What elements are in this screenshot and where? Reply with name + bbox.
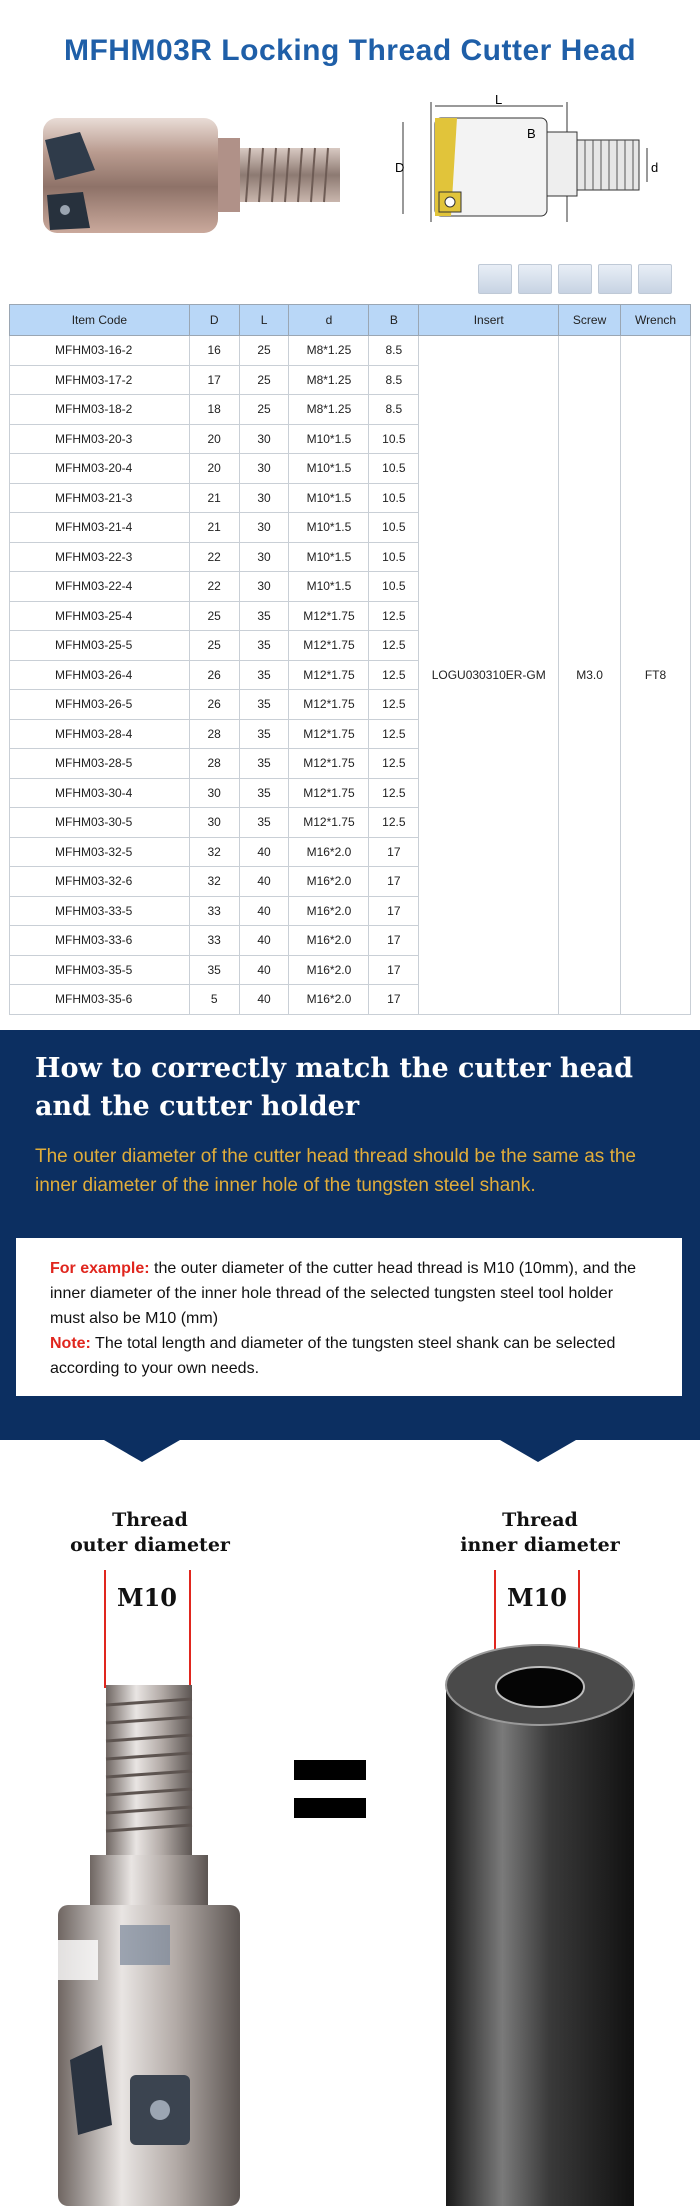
table-cell: 12.5 [369,808,419,838]
table-cell: MFHM03-33-5 [10,896,190,926]
table-cell: MFHM03-17-2 [10,365,190,395]
face-milling-icon [598,264,632,294]
table-cell: 33 [189,896,239,926]
table-cell: 35 [239,719,289,749]
table-cell: M12*1.75 [289,778,369,808]
arrow-right [500,1440,576,1462]
application-icons [478,264,672,294]
table-cell: 22 [189,542,239,572]
table-cell: MFHM03-28-4 [10,719,190,749]
table-cell: 30 [239,572,289,602]
table-cell: M10*1.5 [289,542,369,572]
right-label-2: inner diameter [460,1534,620,1556]
table-cell: 20 [189,454,239,484]
table-cell: 40 [239,955,289,985]
table-cell: 35 [239,631,289,661]
right-size: M10 [507,1583,567,1612]
table-cell: M10*1.5 [289,424,369,454]
header-screw: Screw [559,305,621,336]
table-cell: 12.5 [369,631,419,661]
table-cell: 33 [189,926,239,956]
left-caption [60,1508,240,1558]
table-cell: 17 [369,985,419,1015]
table-cell: 10.5 [369,572,419,602]
pocket-milling-icon [518,264,552,294]
table-header [10,305,691,336]
table-cell: MFHM03-26-5 [10,690,190,720]
table-cell: M12*1.75 [289,690,369,720]
wrench-cell: FT8 [621,336,691,1015]
table-cell: 25 [239,395,289,425]
table-cell: 17 [369,867,419,897]
cutter-head-photo [35,100,345,250]
arrow-left [104,1440,180,1462]
table-cell: 26 [189,690,239,720]
table-cell: 21 [189,483,239,513]
table-cell: 28 [189,719,239,749]
header-item-code: Item Code [10,305,190,336]
table-cell: M8*1.25 [289,395,369,425]
table-cell: 30 [239,424,289,454]
table-cell: M12*1.75 [289,601,369,631]
left-label-1: Thread [112,1509,188,1531]
table-cell: MFHM03-32-6 [10,867,190,897]
table-cell: M8*1.25 [289,365,369,395]
right-caption [450,1508,630,1558]
example-label: For example: [50,1260,150,1277]
table-cell: MFHM03-26-4 [10,660,190,690]
table-cell: 10.5 [369,513,419,543]
table-cell: 12.5 [369,719,419,749]
table-cell: 10.5 [369,542,419,572]
table-cell: M12*1.75 [289,631,369,661]
table-cell: MFHM03-22-4 [10,572,190,602]
dimension-drawing [395,92,685,232]
shoulder-milling-icon [638,264,672,294]
table-cell: 12.5 [369,690,419,720]
header-L: L [239,305,289,336]
table-cell: 12.5 [369,749,419,779]
table-cell: MFHM03-25-5 [10,631,190,661]
match-subheading: The outer diameter of the cutter head thread should be the same as the inner diameter of the inner hole of the tungsten steel shank. [35,1146,636,1196]
table-cell: 17 [369,837,419,867]
table-cell: 28 [189,749,239,779]
table-cell: M12*1.75 [289,660,369,690]
table-cell: MFHM03-16-2 [10,336,190,366]
table-cell: 5 [189,985,239,1015]
table-cell: 17 [189,365,239,395]
table-cell: MFHM03-35-6 [10,985,190,1015]
label-d: d [651,160,659,175]
table-cell: MFHM03-35-5 [10,955,190,985]
spec-table [9,304,691,1015]
table-cell: 8.5 [369,395,419,425]
table-cell: 40 [239,867,289,897]
header-insert: Insert [419,305,559,336]
table-cell: MFHM03-20-3 [10,424,190,454]
header-D: D [189,305,239,336]
table-cell: MFHM03-30-5 [10,808,190,838]
table-cell: MFHM03-20-4 [10,454,190,484]
equals-bar-top [294,1760,366,1780]
table-cell: 16 [189,336,239,366]
table-cell: 35 [239,778,289,808]
table-row [10,336,691,366]
table-cell: M16*2.0 [289,955,369,985]
label-D: D [395,160,405,175]
table-cell: 32 [189,837,239,867]
table-cell: 30 [189,778,239,808]
label-L: L [495,92,503,107]
table-cell: 35 [239,660,289,690]
table-cell: M10*1.5 [289,513,369,543]
table-cell: MFHM03-21-4 [10,513,190,543]
table-cell: 10.5 [369,454,419,484]
header-B: B [369,305,419,336]
table-cell: M10*1.5 [289,483,369,513]
table-cell: M16*2.0 [289,867,369,897]
table-cell: 26 [189,660,239,690]
table-cell: 35 [239,601,289,631]
table-cell: 35 [239,749,289,779]
table-cell: 17 [369,926,419,956]
table-cell: MFHM03-21-3 [10,483,190,513]
table-cell: 40 [239,985,289,1015]
table-cell: 25 [189,631,239,661]
table-cell: M12*1.75 [289,808,369,838]
table-cell: 12.5 [369,660,419,690]
table-cell: 8.5 [369,365,419,395]
table-cell: 30 [239,542,289,572]
table-cell: M16*2.0 [289,926,369,956]
table-cell: MFHM03-32-5 [10,837,190,867]
table-cell: 8.5 [369,336,419,366]
table-cell: M10*1.5 [289,572,369,602]
equals-sign [294,1760,366,1836]
ramp-milling-icon [558,264,592,294]
table-cell: 25 [239,365,289,395]
note-label: Note: [50,1335,91,1352]
table-cell: M8*1.25 [289,336,369,366]
slot-milling-icon [478,264,512,294]
table-cell: 35 [239,808,289,838]
table-cell: MFHM03-25-4 [10,601,190,631]
table-cell: 30 [239,483,289,513]
header-d: d [289,305,369,336]
table-cell: 20 [189,424,239,454]
table-cell: 40 [239,926,289,956]
left-label-2: outer diameter [70,1534,230,1556]
tungsten-shank-photo [440,1625,640,2206]
table-cell: MFHM03-33-6 [10,926,190,956]
screw-cell: M3.0 [559,336,621,1015]
table-cell: 35 [239,690,289,720]
right-label-1: Thread [502,1509,578,1531]
table-cell: 22 [189,572,239,602]
table-cell: 12.5 [369,601,419,631]
table-cell: MFHM03-22-3 [10,542,190,572]
table-cell: M10*1.5 [289,454,369,484]
table-cell: 10.5 [369,483,419,513]
table-cell: 30 [239,454,289,484]
table-cell: 10.5 [369,424,419,454]
equals-bar-bottom [294,1798,366,1818]
table-cell: 17 [369,896,419,926]
table-cell: 30 [239,513,289,543]
page-title: MFHM03R Locking Thread Cutter Head [63,34,637,67]
left-size: M10 [117,1583,177,1612]
example-text: the outer diameter of the cutter head thread is M10 (10mm), and the inner diameter of the inner hole thread of the selected tungsten steel tool holder must also be M10 (mm) [50,1260,637,1327]
table-cell: 25 [189,601,239,631]
table-cell: 12.5 [369,778,419,808]
table-cell: 30 [189,808,239,838]
match-heading: How to correctly match the cutter head and the cutter holder [35,1053,634,1122]
header-wrench: Wrench [621,305,691,336]
table-cell: 17 [369,955,419,985]
table-cell: M12*1.75 [289,749,369,779]
table-cell: M12*1.75 [289,719,369,749]
table-cell: 21 [189,513,239,543]
table-cell: M16*2.0 [289,985,369,1015]
table-cell: 40 [239,896,289,926]
table-cell: M16*2.0 [289,896,369,926]
insert-cell: LOGU030310ER-GM [419,336,559,1015]
example-card [16,1238,682,1396]
cutter-head-vertical-photo [50,1605,250,2206]
table-cell: MFHM03-30-4 [10,778,190,808]
table-cell: MFHM03-28-5 [10,749,190,779]
table-cell: M16*2.0 [289,837,369,867]
note-text: The total length and diameter of the tungsten steel shank can be selected according to your own needs. [50,1335,616,1377]
label-B: B [527,126,536,141]
table-cell: MFHM03-18-2 [10,395,190,425]
table-cell: 32 [189,867,239,897]
table-cell: 40 [239,837,289,867]
table-cell: 35 [189,955,239,985]
table-cell: 25 [239,336,289,366]
table-cell: 18 [189,395,239,425]
